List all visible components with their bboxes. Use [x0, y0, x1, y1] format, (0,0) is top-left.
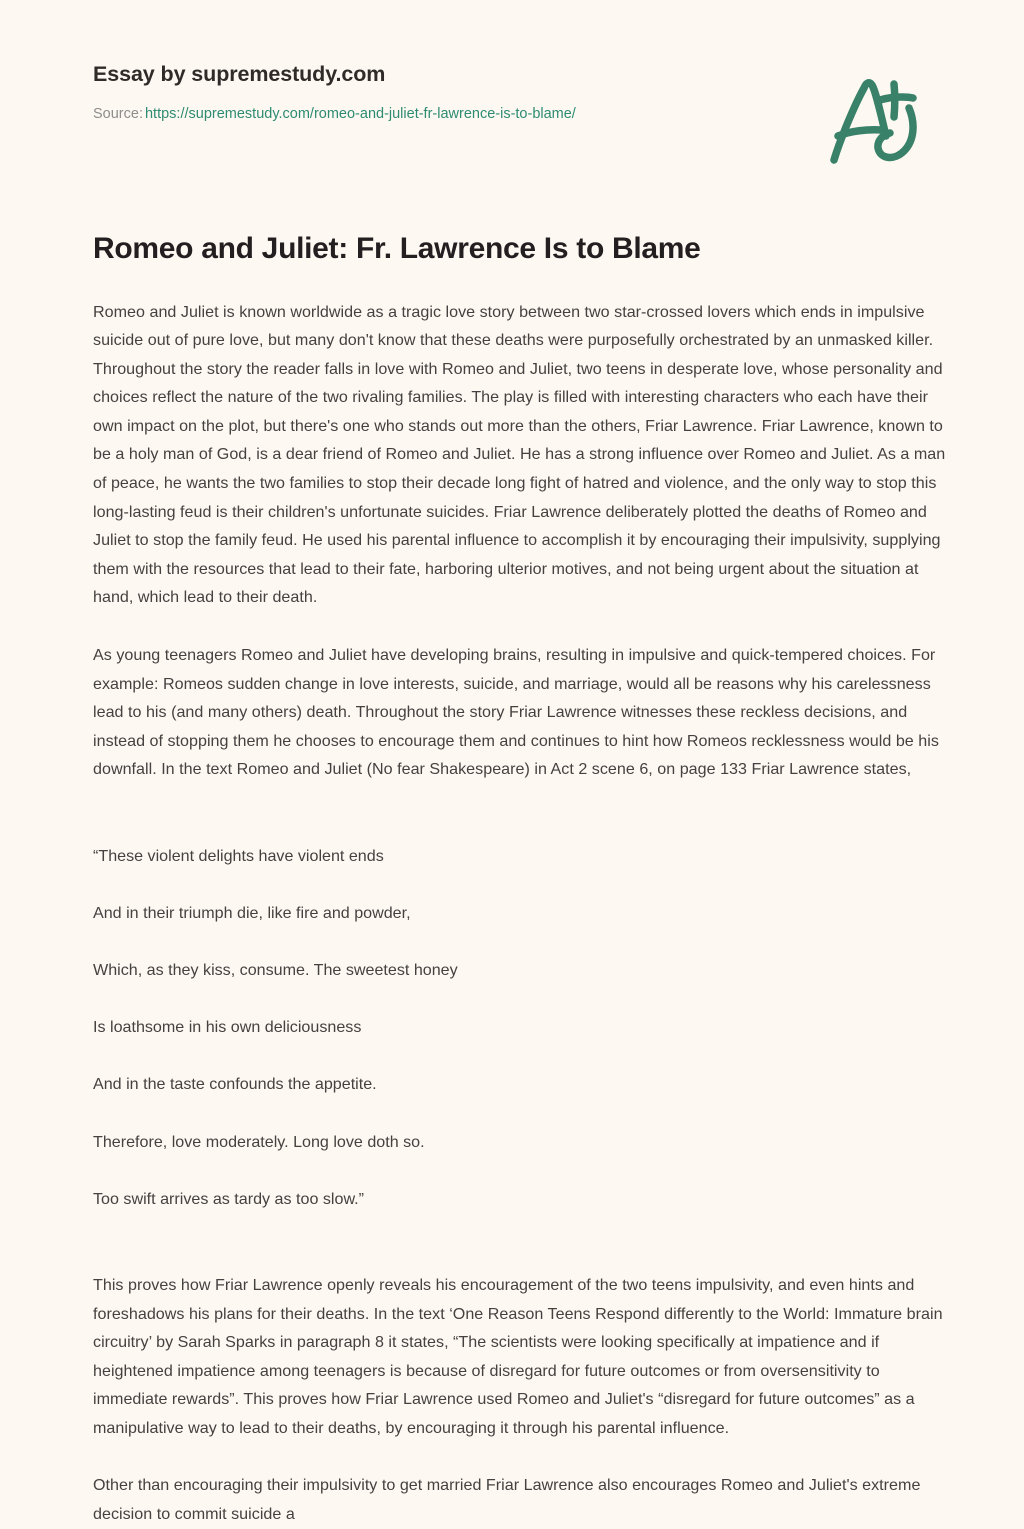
article-body — [0, 130, 1024, 1529]
page-header — [0, 0, 1024, 130]
a-plus-logo — [816, 70, 926, 166]
page-title: Romeo and Juliet: Fr. Lawrence Is to Blame — [93, 232, 701, 265]
source-label: Source: — [93, 105, 143, 122]
source-url-link[interactable]: https://supremestudy.com/romeo-and-juliet-fr-lawrence-is-to-blame/ — [144, 105, 576, 122]
verse-line: Which, as they kiss, consume. The sweetest honey — [93, 960, 458, 979]
verse-line: Therefore, love moderately. Long love doth so. — [93, 1132, 425, 1151]
verse-line: Too swift arrives as tardy as too slow.” — [93, 1189, 365, 1208]
verse-line: And in their triumph die, like fire and powder, — [93, 903, 411, 922]
paragraph: As young teenagers Romeo and Juliet have developing brains, resulting in impulsive and quick-tempered choices. For example: Romeos sudden change in love interests, suicide, and marriage, would all be reasons why his carelessness lead to his (and many others) death. Throughout the story Friar Lawrence witnesses these reckless decisions, and instead of stopping them he chooses to encourage them and continues to hint how Romeos recklessness would be his downfall. In the text Romeo and Juliet (No fear Shakespeare) in Act 2 scene 6, on page 133 Friar Lawrence states, — [93, 646, 939, 779]
paragraph: This proves how Friar Lawrence openly reveals his encouragement of the two teens impulsivity, and even hints and foreshadows his plans for their deaths. In the text ‘One Reason Teens Respond differently to the World: Immature brain circuitry’ by Sarah Sparks in paragraph 8 it states, “The scientists were looking specifically at impatience and if heightened impatience among teenagers is because of disregard for future outcomes or from oversensitivity to immediate rewards”. This proves how Friar Lawrence used Romeo and Juliet's “disregard for future outcomes” as a manipulative way to lead to their deaths, by encouraging it through his parental influence. — [93, 1275, 943, 1437]
body-copy — [93, 298, 954, 1529]
verse-line: Is loathsome in his own deliciousness — [93, 1018, 362, 1037]
paragraph: Romeo and Juliet is known worldwide as a tragic love story between two star-crossed lovers which ends in impulsive suicide out of pure love, but many don't know that these deaths were purposefully orchestrated by an unmasked killer. Throughout the story the reader falls in love with Romeo and Juliet, two teens in desperate love, whose personality and choices reflect the nature of the two rivaling families. The play is filled with interesting characters who each have their own impact on the plot, but there's one who stands out more than the others, Friar Lawrence. Friar Lawrence, known to be a holy man of God, is a dear friend of Romeo and Juliet. He has a strong influence over Romeo and Juliet. As a man of peace, he wants the two families to stop their decade long fight of hatred and violence, and the only way to stop this long-lasting feud is their children's unfortunate suicides. Friar Lawrence deliberately plotted the deaths of Romeo and Juliet to stop the family feud. He used his parental influence to accomplish it by encouraging their impulsivity, supplying them with the resources that lead to their fate, harboring ulterior motives, and not being urgent about the situation at hand, which lead to their death. — [93, 302, 946, 607]
block-quote-verse — [93, 813, 954, 1242]
verse-line: And in the taste confounds the appetite. — [93, 1075, 377, 1094]
paragraph: Other than encouraging their impulsivity to get married Friar Lawrence also encourages Romeo and Juliet's extreme decision to commit suicide a — [93, 1476, 921, 1524]
essay-byline: Essay by supremestudy.com — [93, 62, 386, 86]
verse-line: “These violent delights have violent ends — [93, 846, 384, 865]
